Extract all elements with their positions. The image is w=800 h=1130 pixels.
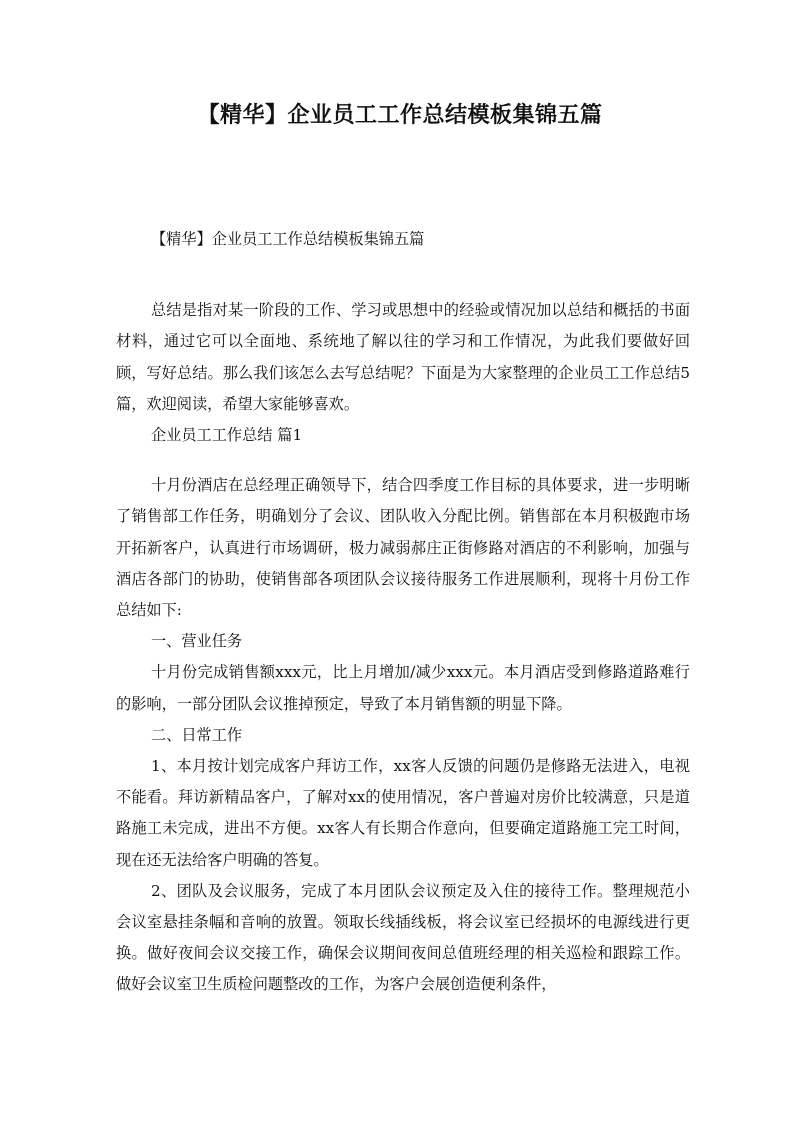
document-title: 【精华】企业员工工作总结模板集锦五篇 [197, 102, 603, 128]
section-heading: 一、营业任务 [150, 632, 243, 651]
intro-paragraph: 总结是指对某一阶段的工作、学习或思想中的经验或情况加以总结和概括的书面材料，通过它可以全面地、系统地了解以往的学习和工作情况，为此我们要做好回顾，写好总结。那么我们该怎么去写总结呢？下面是为大家整理的企业员工工作总结5篇，欢迎阅读，希望大家能够喜欢。 [116, 301, 690, 413]
paragraph-spacer [116, 451, 690, 470]
document-subtitle: 【精华】企业员工工作总结模板集锦五篇 [150, 230, 425, 248]
section-heading: 二、日常工作 [150, 725, 243, 744]
body-paragraph: 十月份酒店在总经理正确领导下，结合四季度工作目标的具体要求，进一步明晰了销售部工作任务，明确划分了会议、团队收入分配比例。销售部在本月积极跑市场开拓新客户，认真进行市场调研，极力减弱郝庄正街修路对酒店的不利影响，加强与酒店各部门的协助，使销售部各项团队会议接待服务工作进展顺利，现将十月份工作总结如下: [116, 476, 690, 620]
section-title: 企业员工工作总结 篇1 [150, 426, 303, 445]
body-paragraph: 2、团队及会议服务，完成了本月团队会议预定及入住的接待工作。整理规范小会议室悬挂条幅和音响的放置。领取长线插线板，将会议室已经损坏的电源线进行更换。做好夜间会议交接工作，确保会议期间夜间总值班经理的相关巡检和跟踪工作。做好会议室卫生质检问题整改的工作，为客户会展创造便利条件， [116, 881, 690, 994]
body-paragraph: 十月份完成销售额xxx元，比上月增加/减少xxx元。本月酒店受到修路道路难行的影响，一部分团队会议推掉预定，导致了本月销售额的明显下降。 [116, 663, 690, 713]
document-body [116, 224, 690, 1001]
paragraph-spacer [116, 255, 690, 295]
body-paragraph: 1、本月按计划完成客户拜访工作，xx客人反馈的问题仍是修路无法进入，电视不能看。拜访新精品客户，了解对xx的使用情况，客户普遍对房价比较满意，只是道路施工未完成，进出不方便。xx客人有长期合作意向，但要确定道路施工完工时间，现在还无法给客户明确的答复。 [116, 757, 690, 869]
